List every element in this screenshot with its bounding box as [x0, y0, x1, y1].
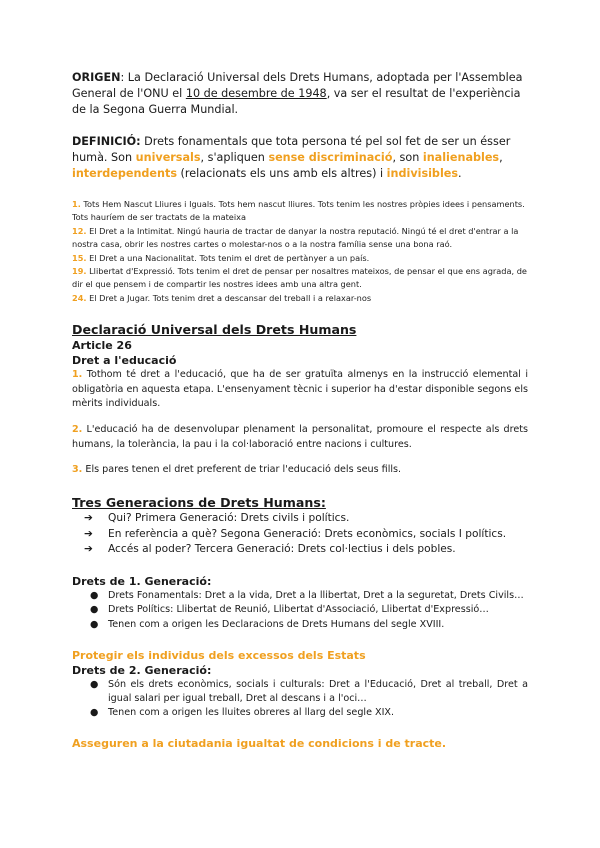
right-text: El Dret a una Nacionalitat. Tots tenim el dret de pertànyer a un país.: [86, 252, 370, 263]
article-paragraph: [72, 463, 528, 478]
list-item: [72, 618, 528, 632]
right-text: Tots Hem Nascut Lliures i Iguals. Tots hem nascut lliures. Tots tenim les nostres pròpies idees i pensaments. Tots hauríem de ser tractats de la mateixa: [72, 199, 525, 223]
list-item-text: Tenen com a origen les Declaracions de Drets Humans del segle XVIII.: [108, 618, 445, 630]
definicio-text: Drets fonamentals que tota persona té pel sol fet de ser un ésser humà. Son: [72, 135, 511, 164]
paragraph-text: Tothom té dret a l'educació, que ha de ser gratuïta almenys en la instrucció elemental i obligatòria en aquesta etapa. L'ensenyament tècnic i superior ha d'estar disponible segons els mèrits individuals.: [72, 369, 528, 410]
right-item: [72, 292, 528, 305]
list-item-text: Són els drets econòmics, socials i culturals: Dret a l'Educació, Dret al treball, Dret a igual salari per igual treball, Dret al descans i a l'oci…: [108, 678, 528, 705]
list-item-text: Tenen com a origen les lluites obreres al llarg del segle XIX.: [108, 707, 395, 719]
keyword-discriminacio: sense discriminació: [268, 151, 393, 164]
arrow-icon: ➔: [84, 527, 93, 540]
gen2-title: Drets de 2. Generació:: [72, 663, 212, 677]
keyword-indivisibles: indivisibles: [386, 167, 459, 180]
right-number: 12.: [72, 225, 87, 236]
bullet-icon: ●: [90, 604, 99, 616]
origen-text: : La Declaració Universal dels Drets Humans, adoptada per l'Assemblea General de l'ONU el: [72, 71, 523, 100]
keyword-inalienables: inalienables: [422, 151, 500, 164]
origen-label: ORIGEN: [72, 71, 121, 84]
right-item: [72, 265, 528, 292]
list-item-text: Qui? Primera Generació: Drets civils i polítics.: [108, 511, 350, 524]
definicio-text: (relacionats els uns amb els altres) i: [176, 167, 387, 180]
right-text: Llibertat d'Expressió. Tots tenim el dret de pensar per nosaltres mateixos, de pensar el que ens agrada, de dir el que pensem i de compartir les nostres idees amb una altra gent.: [72, 266, 527, 290]
keyword-interdependents: interdependents: [72, 167, 177, 180]
list-item-text: En referència a què? Segona Generació: Drets econòmics, socials I polítics.: [108, 527, 507, 540]
generacions-list: [72, 511, 528, 558]
paragraph-text: Els pares tenen el dret preferent de triar l'educació dels seus fills.: [82, 464, 402, 476]
bullet-icon: ●: [90, 678, 99, 690]
article-heading: Article 26: [72, 339, 132, 353]
gen1-title: Drets de 1. Generació:: [72, 575, 212, 589]
gen1-list: [72, 589, 528, 632]
bullet-icon: ●: [90, 590, 99, 602]
list-item: [72, 511, 528, 527]
origen-text-end: , va ser el resultat de l'experiència de la Segona Guerra Mundial.: [72, 87, 521, 116]
article-subtitle: Dret a l'educació: [72, 354, 177, 368]
origen-date: 10 de desembre de 1948: [185, 87, 327, 100]
gen2-highlight: Protegir els individus dels excessos dels Estats: [72, 648, 366, 662]
list-item-text: Drets Fonamentals: Dret a la vida, Dret a la llibertat, Dret a la seguretat, Drets Civils…: [108, 590, 524, 602]
right-number: 19.: [72, 266, 87, 277]
paragraph-number: 2.: [72, 424, 83, 436]
gen2-list: [72, 678, 528, 721]
list-item: [72, 542, 528, 558]
arrow-icon: ➔: [84, 511, 93, 524]
definicio-text: , s'apliquen: [200, 151, 269, 164]
paragraph-text: L'educació ha de desenvolupar plenament la personalitat, promoure el respecte als drets humans, la tolerància, la pau i la col·laboració entre nacions i cultures.: [72, 424, 528, 450]
right-text: El Dret a Jugar. Tots tenim dret a descansar del treball i a relaxar-nos: [86, 292, 372, 303]
paragraph-number: 1.: [72, 369, 83, 381]
declaracio-title: Declaració Universal dels Drets Humans: [72, 322, 357, 338]
keyword-universals: universals: [135, 151, 201, 164]
list-item: [72, 678, 528, 706]
list-item-text: Accés al poder? Tercera Generació: Drets col·lectius i dels pobles.: [108, 543, 456, 556]
right-item: [72, 198, 528, 225]
definicio-text: , son: [392, 151, 423, 164]
definicio-paragraph: [72, 134, 528, 182]
document-page: [72, 70, 528, 751]
definicio-label: DEFINICIÓ:: [72, 135, 141, 148]
right-text: El Dret a la Intimitat. Ningú hauria de tractar de danyar la nostra reputació. Ningú té el dret d'entrar a la nostra casa, obrir les nostres cartes o molestar-nos o a la nostra família sense una bona raó.: [72, 225, 519, 250]
right-item: [72, 252, 528, 265]
bullet-icon: ●: [90, 618, 99, 630]
generacions-title: Tres Generacions de Drets Humans:: [72, 494, 326, 510]
rights-list: [72, 198, 528, 305]
bullet-icon: ●: [90, 707, 99, 719]
definicio-text: .: [458, 167, 462, 180]
list-item-text: Drets Polítics: Llibertat de Reunió, Llibertat d'Associació, Llibertat d'Expressió…: [108, 604, 489, 616]
footer-highlight: Asseguren a la ciutadania igualtat de condicions i de tracte.: [72, 737, 447, 751]
list-item: [72, 589, 528, 603]
right-number: 24.: [72, 292, 87, 303]
right-number: 15.: [72, 252, 87, 263]
definicio-text: ,: [499, 151, 503, 164]
article-paragraph: [72, 368, 528, 412]
right-number: 1.: [72, 199, 81, 209]
paragraph-number: 3.: [72, 464, 83, 476]
right-item: [72, 225, 528, 252]
article-paragraph: [72, 423, 528, 452]
arrow-icon: ➔: [84, 543, 93, 556]
list-item: [72, 603, 528, 617]
list-item: [72, 706, 528, 720]
origen-paragraph: [72, 70, 528, 118]
list-item: [72, 527, 528, 543]
